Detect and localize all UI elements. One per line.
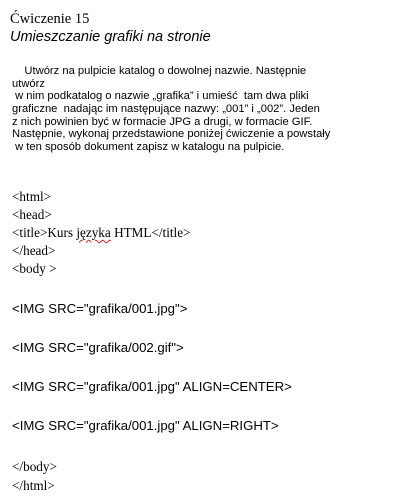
- title-open-tag: <title>: [12, 225, 48, 240]
- paragraph-line: utwórz: [12, 77, 45, 90]
- title-text-after: HTML: [110, 225, 152, 240]
- code-line-img-4: <IMG SRC="grafika/001.jpg" ALIGN=RIGHT>: [12, 418, 279, 433]
- title-close-tag: </title>: [151, 225, 191, 240]
- code-line-html-open: <html>: [12, 189, 52, 204]
- code-line-img-1: <IMG SRC="grafika/001.jpg">: [12, 301, 188, 316]
- paragraph-line: z nich powinien być w formacie JPG a drugi, w formacie GIF.: [12, 115, 313, 128]
- code-line-body-open: <body >: [12, 261, 57, 276]
- exercise-title: Ćwiczenie 15: [10, 11, 90, 27]
- exercise-subtitle: Umieszczanie grafiki na stronie: [10, 29, 211, 45]
- code-line-title: [12, 225, 191, 240]
- misspelled-word: języka: [76, 225, 111, 240]
- code-line-head-open: <head>: [12, 207, 52, 222]
- paragraph-line: Następnie, wykonaj przedstawione poniżej ćwiczenie a powstały: [12, 128, 331, 141]
- code-line-img-2: <IMG SRC="grafika/002.gif">: [12, 340, 184, 355]
- paragraph-line: graficzne nadając im następujące nazwy: „001” i „002”. Jeden: [12, 103, 320, 116]
- paragraph-line: w ten sposób dokument zapisz w katalogu na pulpicie.: [12, 141, 285, 154]
- code-line-body-close: </body>: [12, 459, 57, 474]
- code-line-head-close: </head>: [12, 243, 56, 258]
- paragraph-line: w nim podkatalog o nazwie „grafika” i umieść tam dwa pliki: [12, 90, 309, 103]
- title-text-before: Kurs: [47, 225, 77, 240]
- code-line-html-close: </html>: [12, 478, 55, 493]
- instruction-paragraph: [12, 65, 417, 154]
- code-line-img-3: <IMG SRC="grafika/001.jpg" ALIGN=CENTER>: [12, 379, 292, 394]
- paragraph-line: Utwórz na pulpicie katalog o dowolnej nazwie. Następnie: [12, 65, 307, 77]
